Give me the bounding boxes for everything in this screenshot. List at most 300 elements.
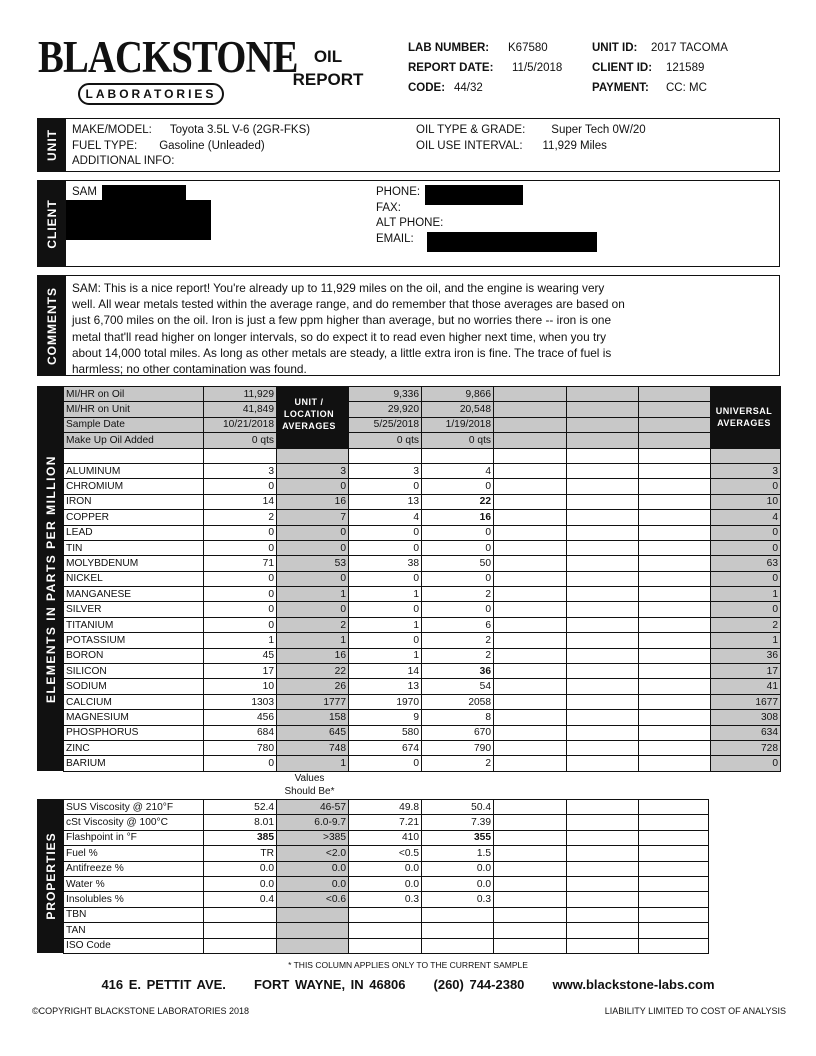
universal-average-value: 1677 [711,694,781,709]
current-sample-value: 52.4 [204,800,277,815]
current-sample-value: 41,849 [204,402,277,417]
additional-info-label: ADDITIONAL INFO: [72,155,175,167]
comments-section [37,275,780,376]
property-name: TAN [64,923,204,938]
empty-cell [639,540,711,555]
empty-cell [494,448,567,463]
current-sample-value: 0.0 [204,861,277,876]
property-row [64,861,709,876]
empty-cell [639,861,709,876]
header-labels-right [592,38,652,98]
phone-label: PHONE: [376,186,421,198]
empty-cell [567,907,639,922]
empty-cell [567,587,639,602]
unit-average-value: 1 [277,587,349,602]
property-name: ISO Code [64,938,204,953]
element-row [64,463,781,478]
previous-sample-value: 0 [349,525,422,540]
property-row [64,876,709,891]
report-date-label: REPORT DATE: [408,62,494,74]
previous-sample-value: 580 [349,725,422,740]
empty-cell [567,402,639,417]
element-row [64,664,781,679]
should-be-value [277,938,349,953]
should-be-value: 0.0 [277,861,349,876]
unit-average-value: 7 [277,510,349,525]
previous-sample-value [422,923,494,938]
empty-cell [494,740,567,755]
elements-table [63,386,781,772]
empty-cell [639,923,709,938]
unit-side-label: UNIT [38,119,66,171]
universal-average-value: 634 [711,725,781,740]
should-be-value [277,923,349,938]
unit-averages-header: UNIT / LOCATION AVERAGES [282,397,336,431]
empty-cell [639,602,711,617]
property-name: Flashpoint in °F [64,830,204,845]
previous-sample-value: 16 [422,510,494,525]
previous-sample-value: 2 [422,648,494,663]
alt-phone-label: ALT PHONE: [376,217,444,229]
previous-sample-value: 674 [349,740,422,755]
element-name: ALUMINUM [64,463,204,478]
previous-sample-value: 1970 [349,694,422,709]
empty-cell [567,800,639,815]
previous-sample-value: 2 [422,633,494,648]
current-sample-value: 17 [204,664,277,679]
client-id-value: 121589 [666,62,705,74]
property-row [64,815,709,830]
liability: LIABILITY LIMITED TO COST OF ANALYSIS [604,1006,786,1016]
empty-cell [494,679,567,694]
universal-averages-header: UNIVERSAL AVERAGES [715,406,773,428]
current-sample-value: 2 [204,510,277,525]
previous-sample-value: 4 [422,463,494,478]
previous-sample-value: 13 [349,679,422,694]
empty-cell [567,846,639,861]
unit-average-value: 0 [277,602,349,617]
element-row [64,571,781,586]
universal-average-header-cell [711,433,781,448]
empty-cell [494,725,567,740]
empty-cell [494,510,567,525]
unit-average-value: 748 [277,740,349,755]
empty-cell [639,587,711,602]
current-sample-value: 1 [204,633,277,648]
current-sample-value: 0.4 [204,892,277,907]
element-name: POTASSIUM [64,633,204,648]
unit-id-label: UNIT ID: [592,42,638,54]
empty-cell [639,876,709,891]
current-sample-value: 71 [204,556,277,571]
empty-cell [567,494,639,509]
previous-sample-value: 670 [422,725,494,740]
current-sample-value: 0.0 [204,876,277,891]
properties-side-label: PROPERTIES [37,799,64,953]
empty-cell [567,633,639,648]
element-name: TIN [64,540,204,555]
previous-sample-value: 410 [349,830,422,845]
previous-sample-value: 0.3 [422,892,494,907]
previous-sample-value: 4 [349,510,422,525]
universal-average-value: 10 [711,494,781,509]
empty-cell [639,892,709,907]
empty-cell [639,617,711,632]
previous-sample-value: <0.5 [349,846,422,861]
elements-side-label: ELEMENTS IN PARTS PER MILLION [37,386,64,771]
make-model-label: MAKE/MODEL: [72,124,152,136]
should-be-value: <2.0 [277,846,349,861]
empty-cell [494,938,567,953]
element-name: COPPER [64,510,204,525]
property-name: Antifreeze % [64,861,204,876]
row-label: MI/HR on Oil [64,387,204,402]
spacer-row [64,448,781,463]
redaction-phone [425,185,523,205]
element-row [64,525,781,540]
previous-sample-value [422,938,494,953]
element-row [64,494,781,509]
empty-cell [639,494,711,509]
empty-cell [639,710,711,725]
element-name: NICKEL [64,571,204,586]
empty-cell [494,815,567,830]
empty-cell [494,417,567,432]
comments-text: SAM: This is a nice report! You're already up to 11,929 miles on the oil, and the engine is wearing very well. All wear metals tested within the average range, and do remember that those averages are based on just 6,700 miles on the oil. Iron is just a few ppm higher than average, but no worries there -- iron is one metal that'll read higher on longer intervals, so do expect it to read even higher next time, when you try about 14,000 total miles. As long as other metals are steady, a little extra iron is fine. The trace of fuel is harmless; no other contamination was found. [72,281,625,377]
copyright: ©COPYRIGHT BLACKSTONE LABORATORIES 2018 [32,1006,250,1016]
element-name: MAGNESIUM [64,710,204,725]
row-label: Sample Date [64,417,204,432]
element-row [64,510,781,525]
unit-average-value: 0 [277,540,349,555]
empty-cell [639,846,709,861]
universal-average-value: 0 [711,602,781,617]
empty-cell [639,815,709,830]
values-should-be-header: Values Should Be* [284,773,335,797]
report-title: OIL REPORT [292,47,364,89]
empty-cell [639,648,711,663]
empty-cell [639,800,709,815]
empty-cell [639,571,711,586]
previous-sample-value: 7.21 [349,815,422,830]
row-label: Make Up Oil Added [64,433,204,448]
empty-cell [567,617,639,632]
empty-cell [494,664,567,679]
empty-cell [494,402,567,417]
unit-average-header-cell [277,433,349,448]
previous-sample-value: 1.5 [422,846,494,861]
universal-average-value: 63 [711,556,781,571]
element-name: BORON [64,648,204,663]
previous-sample-value: 22 [422,494,494,509]
current-sample-value: 0 qts [204,433,277,448]
current-sample-value: 0 [204,571,277,586]
element-row [64,710,781,725]
previous-sample-value: 2 [422,756,494,771]
empty-cell [567,510,639,525]
unit-average-value: 158 [277,710,349,725]
property-name: Fuel % [64,846,204,861]
previous-sample-value: 0 qts [349,433,422,448]
properties-table [63,799,709,954]
empty-cell [567,463,639,478]
previous-sample-value: 54 [422,679,494,694]
empty-cell [567,815,639,830]
empty-cell [567,417,639,432]
property-name: SUS Viscosity @ 210°F [64,800,204,815]
table-row [64,387,781,402]
element-row [64,648,781,663]
fuel-type-label: FUEL TYPE: [72,139,138,152]
empty-cell [567,710,639,725]
previous-sample-value: 1 [349,648,422,663]
universal-average-value: 1 [711,633,781,648]
previous-sample-value: 0.0 [349,876,422,891]
empty-cell [494,633,567,648]
unit-average-value: 1777 [277,694,349,709]
empty-cell [494,876,567,891]
universal-average-value: 3 [711,463,781,478]
universal-average-value: 36 [711,648,781,663]
empty-cell [639,679,711,694]
empty-cell [494,617,567,632]
current-sample-value: 11,929 [204,387,277,402]
empty-cell [639,463,711,478]
element-name: LEAD [64,525,204,540]
unit-id-value: 2017 TACOMA [651,42,728,54]
universal-average-value: 17 [711,664,781,679]
previous-sample-value: 0.3 [349,892,422,907]
empty-cell [494,648,567,663]
unit-average-value: 0 [277,571,349,586]
current-sample-value: 1303 [204,694,277,709]
previous-sample-value: 2 [422,587,494,602]
unit-average-value: 645 [277,725,349,740]
empty-cell [567,679,639,694]
empty-cell [567,876,639,891]
fax-label: FAX: [376,201,401,214]
universal-average-value: 0 [711,571,781,586]
previous-sample-value: 8 [422,710,494,725]
row-label: MI/HR on Unit [64,402,204,417]
element-row [64,479,781,494]
previous-sample-value: 1 [349,587,422,602]
previous-sample-value: 0 [349,540,422,555]
empty-cell [494,907,567,922]
previous-sample-value: 7.39 [422,815,494,830]
redaction-address [66,200,211,240]
current-sample-value: 3 [204,463,277,478]
empty-cell [277,448,349,463]
previous-sample-value [349,907,422,922]
empty-cell [494,756,567,771]
previous-sample-value: 0 [349,602,422,617]
previous-sample-value: 1 [349,617,422,632]
empty-cell [639,433,711,448]
empty-cell [567,448,639,463]
current-sample-value: 0 [204,525,277,540]
empty-cell [494,587,567,602]
current-sample-value: 0 [204,540,277,555]
empty-cell [567,602,639,617]
universal-average-header-cell [711,387,781,402]
empty-cell [494,923,567,938]
property-row [64,846,709,861]
previous-sample-value: 0.0 [422,861,494,876]
previous-sample-value: 0.0 [349,861,422,876]
unit-average-value: 1 [277,756,349,771]
empty-cell [639,756,711,771]
element-name: BARIUM [64,756,204,771]
client-name: SAM [72,186,97,198]
should-be-value: 46-57 [277,800,349,815]
current-sample-value: 0 [204,756,277,771]
property-row [64,923,709,938]
element-row [64,725,781,740]
previous-sample-value: 0 [349,633,422,648]
unit-average-value: 1 [277,633,349,648]
unit-section [37,118,780,172]
previous-sample-value: 5/25/2018 [349,417,422,432]
lab-number-value: K67580 [508,42,548,54]
empty-cell [567,387,639,402]
element-row [64,602,781,617]
previous-sample-value: 0 [422,479,494,494]
previous-sample-value: 50 [422,556,494,571]
table-row [64,417,781,432]
oil-type-value: Super Tech 0W/20 [551,124,646,136]
current-sample-value: 780 [204,740,277,755]
empty-cell [567,740,639,755]
empty-cell [422,448,494,463]
empty-cell [639,830,709,845]
property-name: Insolubles % [64,892,204,907]
empty-cell [567,830,639,845]
empty-cell [639,694,711,709]
current-sample-value [204,938,277,953]
empty-cell [494,433,567,448]
oil-interval-value: 11,929 Miles [542,139,607,152]
previous-sample-value: 20,548 [422,402,494,417]
previous-sample-value: 0 [422,525,494,540]
element-name: CHROMIUM [64,479,204,494]
comments-side-label: COMMENTS [38,276,66,375]
report-date-value: 11/5/2018 [512,62,563,74]
unit-average-value: 22 [277,664,349,679]
empty-cell [494,556,567,571]
empty-cell [567,938,639,953]
current-sample-value: 456 [204,710,277,725]
logo-wordmark: BLACKSTONE [38,32,298,82]
empty-cell [639,448,711,463]
client-section [37,180,780,267]
universal-average-value: 0 [711,525,781,540]
universal-average-value: 308 [711,710,781,725]
universal-average-value: 0 [711,756,781,771]
previous-sample-value: 0 [422,540,494,555]
empty-cell [639,479,711,494]
current-sample-value: 0 [204,617,277,632]
table-row [64,433,781,448]
current-sample-value: 10 [204,679,277,694]
empty-cell [494,479,567,494]
client-side-label: CLIENT [38,181,66,266]
previous-sample-value: 13 [349,494,422,509]
empty-cell [639,725,711,740]
current-sample-value: TR [204,846,277,861]
empty-cell [494,494,567,509]
empty-cell [567,861,639,876]
empty-cell [494,571,567,586]
element-row [64,540,781,555]
previous-sample-value: 9 [349,710,422,725]
should-be-value: 6.0-9.7 [277,815,349,830]
element-name: SODIUM [64,679,204,694]
previous-sample-value: 9,866 [422,387,494,402]
previous-sample-value: 29,920 [349,402,422,417]
previous-sample-value: 0 [349,479,422,494]
element-name: CALCIUM [64,694,204,709]
empty-cell [567,664,639,679]
empty-cell [64,448,204,463]
current-sample-value: 0 [204,479,277,494]
previous-sample-value: 0 [422,602,494,617]
unit-average-value: 0 [277,479,349,494]
previous-sample-value: 0 [349,571,422,586]
empty-cell [567,525,639,540]
empty-cell [494,540,567,555]
property-row [64,938,709,953]
empty-cell [494,602,567,617]
universal-average-value: 1 [711,587,781,602]
previous-sample-value: 0.0 [422,876,494,891]
fuel-type-value: Gasoline (Unleaded) [159,139,265,152]
empty-cell [567,556,639,571]
previous-sample-value: 2058 [422,694,494,709]
blackstone-logo [38,32,298,108]
element-name: SILVER [64,602,204,617]
current-sample-value: 684 [204,725,277,740]
empty-cell [494,694,567,709]
unit-average-value: 16 [277,494,349,509]
empty-cell [494,387,567,402]
empty-cell [639,938,709,953]
empty-cell [639,907,709,922]
empty-cell [639,556,711,571]
current-sample-value: 45 [204,648,277,663]
lab-address: 416 E. PETTIT AVE. FORT WAYNE, IN 46806 (260) 744-2380 www.blackstone-labs.com [101,977,715,992]
current-sample-value: 0 [204,587,277,602]
email-label: EMAIL: [376,232,414,245]
element-row [64,740,781,755]
property-row [64,800,709,815]
previous-sample-value: 6 [422,617,494,632]
empty-cell [567,479,639,494]
unit-average-value: 26 [277,679,349,694]
empty-cell [567,725,639,740]
previous-sample-value: 3 [349,463,422,478]
element-name: TITANIUM [64,617,204,632]
unit-average-value: 2 [277,617,349,632]
redaction-email [427,232,597,252]
logo-subtitle: LABORATORIES [78,83,224,105]
universal-average-value: 0 [711,540,781,555]
element-row [64,556,781,571]
previous-sample-value: 0 [349,756,422,771]
previous-sample-value: 0 [422,571,494,586]
payment-value: CC: MC [666,82,707,94]
unit-average-value: 3 [277,463,349,478]
